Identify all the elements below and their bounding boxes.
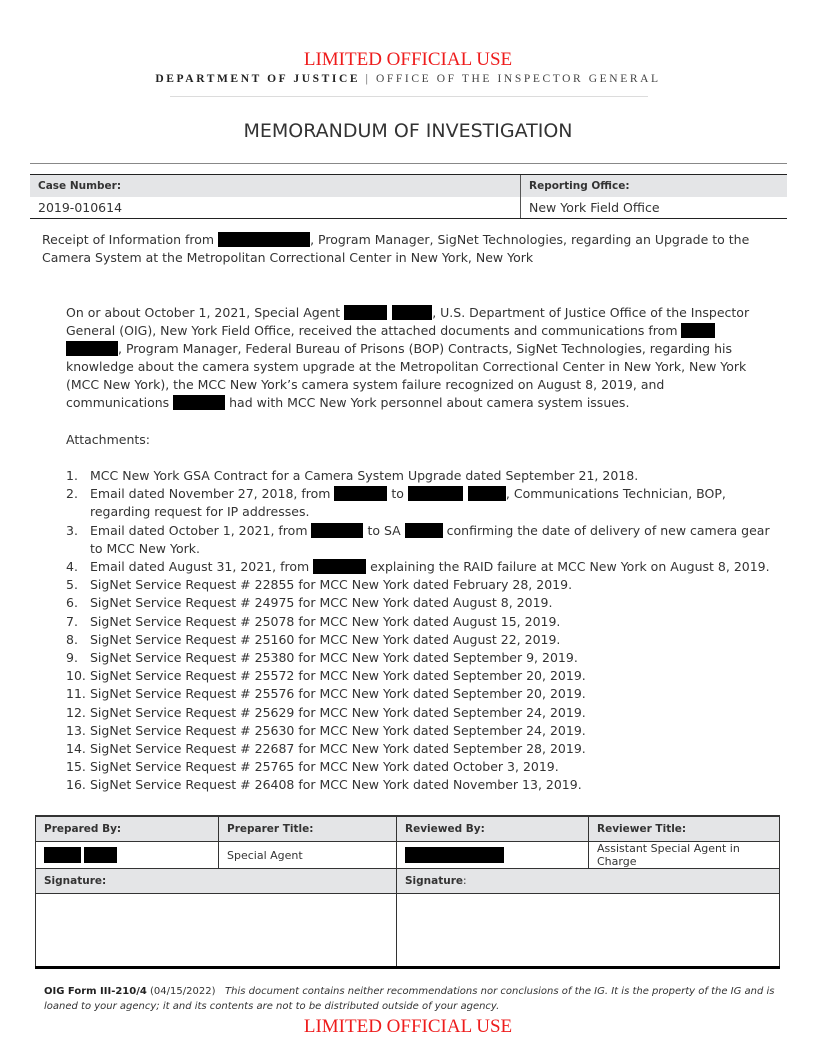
department-name: DEPARTMENT OF JUSTICE <box>155 73 361 85</box>
preparer-title: Special Agent <box>219 842 397 869</box>
attachment-item <box>66 758 771 776</box>
form-footer <box>44 984 784 1014</box>
classification-marking-top: LIMITED OFFICIAL USE <box>303 49 513 70</box>
item-number: 8. <box>66 631 78 647</box>
item-text: SigNet Service Request # 26408 for MCC New York dated November 13, 2019. <box>90 777 582 793</box>
disclaimer: This document contains neither recommendations nor conclusions of the IG. It is the property of the IG and is loaned to your agency; it and its contents are not to be distributed outside of your agency. <box>44 986 775 1012</box>
preparer-title-label: Preparer Title: <box>219 816 397 842</box>
item-number: 2. <box>66 486 78 502</box>
item-text: to <box>387 486 408 502</box>
narrative-text: , Program Manager, Federal Bureau of Prisons (BOP) Contracts, SigNet Technologies, regarding his knowledge about the camera system upgrade at the Metropolitan Correctional Center in New York, New York (MCC New York), the MCC New York’s camera system failure recognized on August 8, 2019, and communications <box>66 341 747 410</box>
attachments-list <box>66 467 771 795</box>
reviewer-title: Assistant Special Agent in Charge <box>589 842 780 869</box>
redaction-block <box>392 305 432 320</box>
redaction-block <box>173 395 225 410</box>
subject-text: Receipt of Information from <box>42 232 219 247</box>
redaction-block <box>311 523 363 538</box>
redaction-block <box>66 341 118 356</box>
preparer-signature-label: Signature: <box>36 869 397 894</box>
item-number: 13. <box>66 722 86 738</box>
reviewer-title-label: Reviewer Title: <box>589 816 780 842</box>
item-number: 5. <box>66 577 78 593</box>
item-number: 1. <box>66 468 78 483</box>
item-number: 6. <box>66 595 78 611</box>
reviewed-by-label: Reviewed By: <box>397 816 589 842</box>
reporting-office-label: Reporting Office: <box>521 175 788 198</box>
narrative-text: had with MCC New York personnel about camera system issues. <box>225 395 630 410</box>
item-text: SigNet Service Request # 25160 for MCC New York dated August 22, 2019. <box>90 631 561 647</box>
preparer-name <box>36 842 219 869</box>
redaction-block <box>408 486 463 501</box>
item-text: SigNet Service Request # 22855 for MCC New York dated February 28, 2019. <box>90 577 573 593</box>
form-id: OIG Form III-210/4 <box>44 986 147 997</box>
item-text: SigNet Service Request # 25629 for MCC New York dated September 24, 2019. <box>90 704 586 720</box>
item-number: 14. <box>66 741 86 757</box>
narrative-text: , U.S. Department of Justice Office of the Inspector General (OIG), New York Field Office, received the attached documents and communications from <box>66 305 750 338</box>
attachment-item <box>66 722 771 740</box>
item-text: SigNet Service Request # 24975 for MCC New York dated August 8, 2019. <box>90 595 553 611</box>
redaction-block <box>405 847 504 863</box>
agency-header <box>0 73 816 85</box>
item-number: 9. <box>66 650 78 666</box>
redaction-block <box>468 486 506 501</box>
attachment-item <box>66 594 771 612</box>
item-text: SigNet Service Request # 25078 for MCC New York dated August 15, 2019. <box>90 613 561 629</box>
narrative-paragraph <box>66 304 766 412</box>
item-text: SigNet Service Request # 25576 for MCC New York dated September 20, 2019. <box>90 686 586 702</box>
redaction-block <box>344 305 387 320</box>
signature-table <box>35 815 780 969</box>
header-separator: | <box>365 73 371 85</box>
item-text: SigNet Service Request # 25765 for MCC New York dated October 3, 2019. <box>90 759 559 775</box>
classification-marking-bottom: LIMITED OFFICIAL USE <box>303 1016 513 1037</box>
reviewer-signature-field[interactable] <box>397 894 780 968</box>
attachment-item <box>66 685 771 703</box>
attachment-item <box>66 613 771 631</box>
item-number: 7. <box>66 613 78 629</box>
redaction-block <box>405 523 443 538</box>
attachment-item <box>66 776 771 794</box>
attachment-item <box>66 485 771 521</box>
redaction-block <box>84 847 117 863</box>
narrative-text: On or about October 1, 2021, Special Agent <box>66 305 345 320</box>
item-text: confirming the date of delivery of new camera gear to MCC New York. <box>90 522 770 556</box>
item-text: SigNet Service Request # 25380 for MCC New York dated September 9, 2019. <box>90 650 578 666</box>
item-number: 4. <box>66 559 78 575</box>
attachment-item <box>66 522 771 558</box>
item-number: 10. <box>66 668 86 684</box>
case-info-table <box>30 174 787 219</box>
case-number-label: Case Number: <box>30 175 521 198</box>
item-text: to SA <box>363 522 405 538</box>
header-divider <box>170 96 648 97</box>
item-text: SigNet Service Request # 25630 for MCC New York dated September 24, 2019. <box>90 722 586 738</box>
attachment-item <box>66 740 771 758</box>
case-number-value: 2019-010614 <box>30 197 521 219</box>
attachment-item <box>66 576 771 594</box>
attachment-item <box>66 558 771 576</box>
item-number: 16. <box>66 777 86 793</box>
redaction-block <box>334 486 387 501</box>
attachment-item <box>66 667 771 685</box>
redaction-block <box>313 559 366 574</box>
redaction-block <box>218 232 310 247</box>
reporting-office-value: New York Field Office <box>521 197 788 219</box>
reviewer-signature-label: Signature: <box>397 869 780 894</box>
attachment-item <box>66 649 771 667</box>
page-title: MEMORANDUM OF INVESTIGATION <box>243 120 573 142</box>
item-text: MCC New York GSA Contract for a Camera System Upgrade dated September 21, 2018. <box>90 468 639 483</box>
attachment-item <box>66 631 771 649</box>
title-divider <box>30 163 787 164</box>
item-number: 12. <box>66 704 86 720</box>
item-number: 15. <box>66 759 86 775</box>
reviewer-name <box>397 842 589 869</box>
attachments-label: Attachments: <box>66 432 151 447</box>
subject-text: , Program Manager, SigNet Technologies, regarding an Upgrade to the Camera System at the Metropolitan Correctional Center in New York, New York <box>42 232 750 265</box>
prepared-by-label: Prepared By: <box>36 816 219 842</box>
attachment-item <box>66 467 771 485</box>
item-text: explaining the RAID failure at MCC New York on August 8, 2019. <box>366 559 770 575</box>
item-text: Email dated November 27, 2018, from <box>90 486 335 502</box>
item-number: 11. <box>66 686 86 702</box>
form-date: (04/15/2022) <box>150 986 216 997</box>
attachment-item <box>66 704 771 722</box>
item-text: Email dated October 1, 2021, from <box>90 522 312 538</box>
item-number: 3. <box>66 522 78 538</box>
office-name: OFFICE OF THE INSPECTOR GENERAL <box>376 73 661 85</box>
item-text: Email dated August 31, 2021, from <box>90 559 314 575</box>
item-text: SigNet Service Request # 22687 for MCC New York dated September 28, 2019. <box>90 741 586 757</box>
item-text: , Communications Technician, BOP, regarding request for IP addresses. <box>90 486 726 520</box>
memo-subject <box>42 231 772 267</box>
redaction-block <box>44 847 81 863</box>
preparer-signature-field[interactable] <box>36 894 397 968</box>
redaction-block <box>681 323 715 338</box>
item-text: SigNet Service Request # 25572 for MCC New York dated September 20, 2019. <box>90 668 586 684</box>
